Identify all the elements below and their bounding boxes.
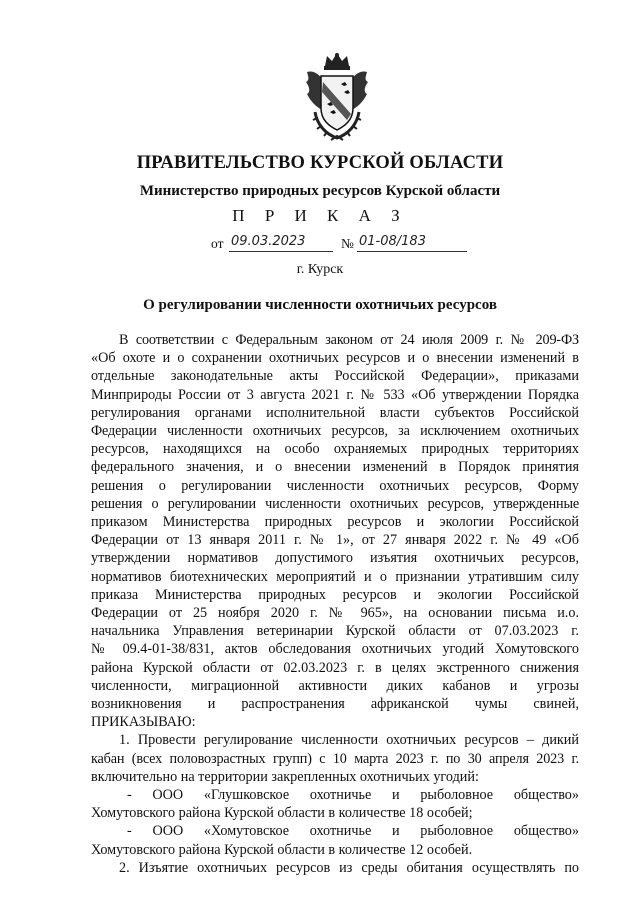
sub-item-khomutovka — [91, 822, 579, 858]
number-prefix: № — [341, 236, 354, 251]
date-number-line — [211, 233, 471, 257]
preamble-paragraph — [91, 331, 579, 713]
preamble-line: утверждении нормативов допустимого изъятия охотничьих ресурсов, — [91, 550, 579, 567]
preamble-line: отдельные законодательные акты Российской Федерации», приказами — [91, 368, 579, 385]
order-word: ПРИКАЗЫВАЮ: — [91, 714, 196, 731]
preamble-line: № 09.4-01-38/831, актов обследования охотничьих угодий Хомутовского — [91, 641, 579, 658]
sub-item-line: - ООО «Глушковское охотничье и рыболовное общество» — [127, 787, 579, 804]
city-label: г. Курск — [296, 262, 344, 277]
preamble-line: района Курской области от 02.03.2023 г. в целях экстренного снижения — [91, 659, 579, 676]
preamble-line: ресурсов, находящихся на особо охраняемых природных территориях — [91, 441, 579, 458]
document-type: П Р И К А З — [232, 206, 408, 225]
preamble-line: приказом Министерства природных ресурсов и экологии Российской — [91, 514, 579, 531]
preamble-line: Федерации численности охотничьих ресурсов, за исключением охотничьих — [91, 423, 579, 440]
item-1-paragraph — [91, 731, 579, 786]
handwritten-number: 01-08/183 — [357, 233, 467, 252]
preamble-line: приказа Министерства природных ресурсов и экологии Российской — [91, 586, 579, 603]
preamble-line: «Об охоте и о сохранении охотничьих ресурсов и о внесении изменений в — [91, 350, 579, 367]
preamble-line: решения о регулировании численности охотничьих ресурсов, утвержденные — [91, 495, 579, 512]
preamble-line: Федерации от 13 января 2011 г. № 1», от 27 января 2022 г. № 49 «Об — [91, 532, 579, 549]
document-title: О регулировании численности охотничьих ресурсов — [143, 297, 497, 313]
preamble-line: Минприроды России от 3 августа 2021 г. № 533 «Об утверждении Порядка — [91, 386, 579, 403]
preamble-line: решения о регулировании численности охотничьих ресурсов, Форму — [91, 477, 579, 494]
item-1-line: 1. Провести регулирование численности охотничьих ресурсов – дикий — [119, 732, 579, 749]
government-title: ПРАВИТЕЛЬСТВО КУРСКОЙ ОБЛАСТИ — [136, 153, 504, 173]
sub-item-line: Хомутовского района Курской области в количестве 18 особей; — [91, 805, 473, 822]
item-1-line: включительно на территории закрепленных охотничьих угодий: — [91, 768, 479, 785]
sub-item-glushkovo — [91, 786, 579, 822]
preamble-line: нормативов биотехнических мероприятий и о признании утратившим силу — [91, 568, 579, 585]
sub-item-line: Хомутовского района Курской области в количестве 12 особей. — [91, 841, 473, 858]
preamble-line: федерального значения, и о внесении изменений в Порядок принятия — [91, 459, 579, 476]
document-body — [91, 331, 579, 877]
preamble-line: В соответствии с Федеральным законом от 24 июля 2009 г. № 209-ФЗ — [119, 332, 579, 348]
date-prefix: от — [211, 236, 224, 251]
preamble-line: регулирования органами исполнительной власти субъектов Российской — [91, 404, 579, 421]
preamble-line: начальника Управления ветеринарии Курской области от 07.03.2023 г. — [91, 623, 579, 640]
preamble-line: Федерации от 25 ноября 2020 г. № 965», на основании письма и.о. — [91, 605, 579, 622]
item-1-line: кабан (всех половозрастных групп) с 10 марта 2023 г. по 30 апреля 2023 г. — [91, 750, 579, 767]
sub-item-line: - ООО «Хомутовское охотничье и рыболовное общество» — [127, 823, 579, 840]
preamble-line: возникновения и распространения африканской чумы свиней, — [91, 696, 579, 713]
ministry-name: Министерство природных ресурсов Курской области — [139, 183, 501, 199]
coat-of-arms-emblem — [303, 52, 371, 144]
handwritten-date: 09.03.2023 — [229, 233, 333, 252]
preamble-line: численности, миграционной активности диких кабанов и угрозы — [91, 677, 579, 694]
item-2-line: 2. Изъятие охотничьих ресурсов из среды обитания осуществлять по — [119, 859, 579, 876]
